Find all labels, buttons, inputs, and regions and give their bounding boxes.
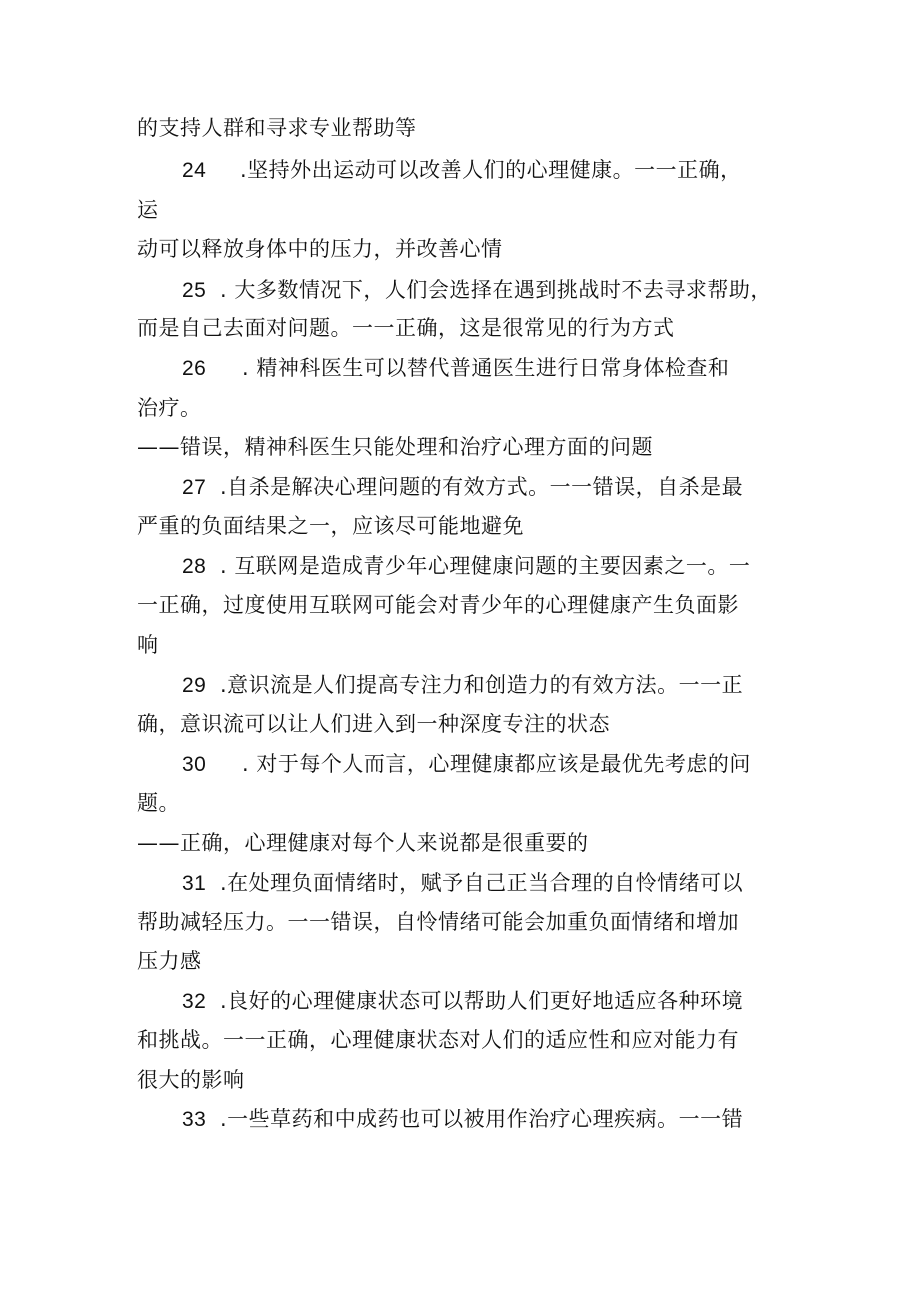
question-number: 29 <box>182 674 207 697</box>
question-33: 33 .一些草药和中成药也可以被用作治疗心理疾病。一一错 <box>182 1104 743 1135</box>
text-line: 很大的影响 <box>137 1068 245 1092</box>
question-27: 27 .自杀是解决心理问题的有效方式。一一错误，自杀是最 <box>182 472 743 503</box>
text-line: 运 <box>137 198 159 222</box>
text-line: 帮助减轻压力。一一错误，自怜情绪可能会加重负面情绪和增加 <box>137 910 739 934</box>
question-30: 30 . 对于每个人而言，心理健康都应该是最优先考虑的问 <box>182 749 751 780</box>
question-number: 25 <box>182 279 207 302</box>
question-28: 28 . 互联网是造成青少年心理健康问题的主要因素之一。一 <box>182 551 750 582</box>
question-number: 33 <box>182 1108 207 1131</box>
text-line: 确，意识流可以让人们进入到一种深度专注的状态 <box>137 712 610 736</box>
question-25: 25 . 大多数情况下，人们会选择在遇到挑战时不去寻求帮助， <box>182 275 772 306</box>
text-line: 严重的负面结果之一，应该尽可能地避免 <box>137 514 524 538</box>
text-line: 响 <box>137 633 159 657</box>
text-line: 题。 <box>137 791 180 815</box>
question-number: 30 <box>182 753 207 776</box>
question-29: 29 .意识流是人们提高专注力和创造力的有效方法。一一正 <box>182 670 743 701</box>
question-number: 26 <box>182 357 207 380</box>
question-number: 24 <box>182 159 207 182</box>
text-line: 的支持人群和寻求专业帮助等 <box>137 116 417 140</box>
text-line: 一正确，过度使用互联网可能会对青少年的心理健康产生负面影 <box>137 593 739 617</box>
question-number: 32 <box>182 990 207 1013</box>
question-number: 27 <box>182 476 207 499</box>
question-31: 31 .在处理负面情绪时，赋予自己正当合理的自怜情绪可以 <box>182 868 743 899</box>
question-number: 28 <box>182 555 207 578</box>
text-line: ——正确，心理健康对每个人来说都是很重要的 <box>137 831 589 855</box>
text-line: 而是自己去面对问题。一一正确，这是很常见的行为方式 <box>137 316 675 340</box>
question-number: 31 <box>182 872 207 895</box>
question-32: 32 .良好的心理健康状态可以帮助人们更好地适应各种环境 <box>182 986 743 1017</box>
question-24: 24 .坚持外出运动可以改善人们的心理健康。一一正确， <box>182 155 742 186</box>
text-line: 压力感 <box>137 949 202 973</box>
text-line: 动可以释放身体中的压力，并改善心情 <box>137 237 503 261</box>
question-26: 26 . 精神科医生可以替代普通医生进行日常身体检查和 <box>182 353 729 384</box>
text-line: 治疗。 <box>137 396 202 420</box>
text-line: ——错误，精神科医生只能处理和治疗心理方面的问题 <box>137 435 653 459</box>
text-line: 和挑战。一一正确，心理健康状态对人们的适应性和应对能力有 <box>137 1028 739 1052</box>
